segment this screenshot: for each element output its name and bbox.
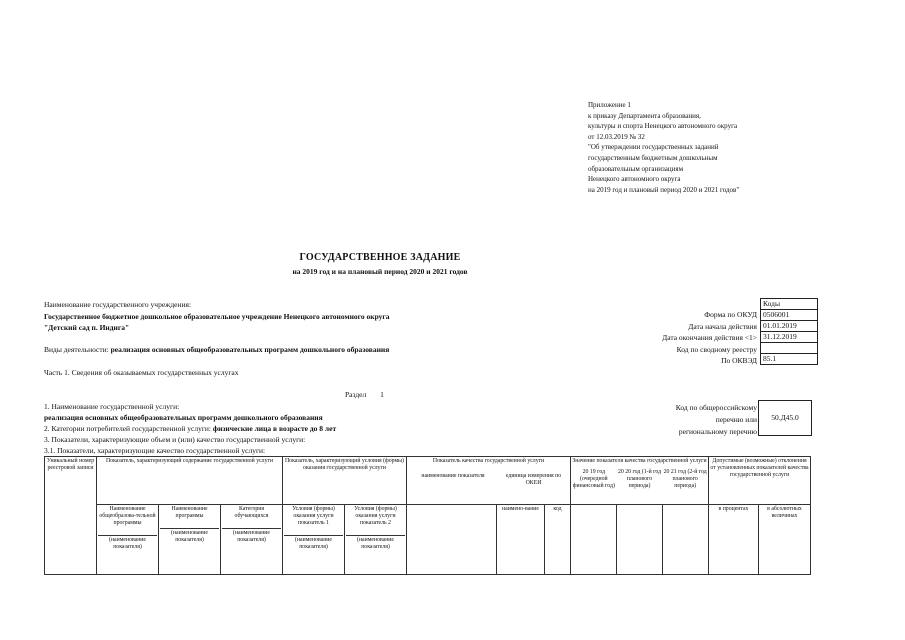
institution-name: Государственное бюджетное дошкольное образовательное учреждение Ненецкого автономного округа xyxy=(44,312,390,321)
col-condition-1-label: Условия (формы) оказания услуги показатель 1 xyxy=(292,506,335,526)
appendix-line: к приказу Департамента образования, xyxy=(588,111,701,120)
col-content: Показатель, характеризующий содержание государственной услуги xyxy=(97,457,283,505)
activity-label: Виды деятельности: xyxy=(44,345,109,354)
indicator-name-caption: (наименование показателя) xyxy=(222,528,281,544)
appendix-line: Приложение 1 xyxy=(588,101,631,109)
appendix-note xyxy=(588,100,898,195)
col-percent: в процентах xyxy=(709,505,759,575)
appendix-line: государственным бюджетным дошкольным xyxy=(588,153,718,162)
cell-year-2021 xyxy=(663,505,709,575)
values-subheaders xyxy=(572,469,707,490)
activity-value: реализация основных общеобразовательных программ дошкольного образования xyxy=(110,345,390,354)
quality-label: 3.1. Показатели, характеризующие качество государственной услуги: xyxy=(44,446,266,455)
quality-subheaders xyxy=(408,473,569,487)
col-year-2020: 20 20 год (1-й год планового периода) xyxy=(617,469,662,489)
codes-header: Коды xyxy=(761,299,818,310)
indicator-name-caption: (наименование показателя) xyxy=(284,535,343,551)
code-start-date: 01.01.2019 xyxy=(761,321,818,332)
institution-label: Наименование государственного учреждения: xyxy=(44,300,192,309)
codes-table xyxy=(760,298,818,365)
appendix-line: "Об утверждении государственных заданий xyxy=(588,143,719,152)
col-unit-name: наимено-вание xyxy=(497,505,545,575)
activity-row xyxy=(44,345,389,354)
section-number: 1 xyxy=(380,390,384,399)
col-program-type xyxy=(97,505,159,575)
code-registry xyxy=(761,343,818,354)
codes-label: Дата начала действия xyxy=(688,321,757,331)
col-absolute: в абсолютных величинах xyxy=(759,505,811,575)
registry-label: Код по общероссийскому xyxy=(675,403,757,412)
col-student-category xyxy=(221,505,283,575)
col-student-category-label: Категория обучающихся xyxy=(234,506,269,519)
document-title: ГОСУДАРСТВЕННОЕ ЗАДАНИЕ xyxy=(299,252,461,263)
appendix-line: от 12.03.2019 № 32 xyxy=(588,132,645,141)
col-values-header: Значение показателя качества государственной услуги xyxy=(572,458,707,464)
code-end-date: 31.12.2019 xyxy=(761,332,818,343)
registry-label: региональному перечню xyxy=(678,427,757,436)
indicator-name-caption: (наименование показателя) xyxy=(98,535,157,551)
appendix-line: образовательным организациям xyxy=(588,164,683,173)
col-unique-number: Уникальный номер реестровой записи xyxy=(45,457,97,575)
service-name-value: реализация основных общеобразовательных программ дошкольного образования xyxy=(44,413,323,422)
document-subtitle: на 2019 год и на плановый период 2020 и 2021 годов xyxy=(292,267,468,276)
cell-indicator-name xyxy=(407,505,497,575)
registry-labels xyxy=(676,402,757,438)
col-values xyxy=(571,457,709,505)
section-heading xyxy=(345,390,384,399)
col-program-name xyxy=(159,505,221,575)
appendix-line: на 2019 год и плановый период 2020 и 2021 годов" xyxy=(588,185,740,194)
code-okud: 0506001 xyxy=(761,310,818,321)
col-conditions: Показатель, характеризующий условия (формы) оказания государственной услуги xyxy=(283,457,407,505)
appendix-line: культуры и спорта Ненецкого автономного округа xyxy=(588,122,738,131)
col-program-type-label: Наименование общеобразова-тельной программы xyxy=(99,506,156,526)
indicator-name-caption: (наименование показателя) xyxy=(346,535,405,551)
col-condition-2 xyxy=(345,505,407,575)
col-program-name-label: Наименование программы xyxy=(171,506,208,519)
codes-label: По ОКВЭД xyxy=(721,356,757,366)
appendix-line: Ненецкого автономного округа xyxy=(588,175,681,184)
col-year-2021: 20 21 год (2-й год планового периода) xyxy=(663,469,707,489)
codes-label: Код по сводному реестру xyxy=(676,344,757,354)
quality-indicators-table xyxy=(44,456,811,575)
codes-label: Форма по ОКУД xyxy=(704,310,757,319)
indicator-name-caption: (наименование показателя) xyxy=(160,528,219,544)
cell-year-2020 xyxy=(617,505,663,575)
indicators-label: 3. Показатели, характеризующие объем и (или) качество государственной услуги: xyxy=(44,435,306,444)
consumers-label: 2. Категории потребителей государственной услуги: xyxy=(44,424,212,433)
col-unit: единица измерения по ОКЕИ xyxy=(505,473,562,486)
registry-code: 50.Д45.0 xyxy=(758,400,812,436)
consumers-value: физические лица в возрасте до 8 лет xyxy=(212,424,337,433)
code-okved: 85.1 xyxy=(761,354,818,365)
part1-title: Часть 1. Сведения об оказываемых государственных услугах xyxy=(44,368,239,377)
registry-label: перечню или xyxy=(715,415,757,424)
section-label: Раздел xyxy=(345,390,367,399)
codes-label: Дата окончания действия <1> xyxy=(662,333,757,343)
service-name-label: 1. Наименование государственной услуги: xyxy=(44,402,180,411)
col-name-indicator: наименование показателя xyxy=(421,473,485,479)
cell-year-2019 xyxy=(571,505,617,575)
col-quality-header: Показатель качества государственной услуги xyxy=(432,458,545,464)
col-deviation: Допустимые (возможные) отклонения от установленных показателей качества государственной услуги xyxy=(709,457,811,505)
col-condition-2-label: Условия (формы) оказания услуги показатель 2 xyxy=(354,506,397,526)
col-quality-indicator xyxy=(407,457,571,505)
institution-name-2: "Детский сад п. Индига" xyxy=(44,323,130,332)
col-unit-code: код xyxy=(545,505,571,575)
col-condition-1 xyxy=(283,505,345,575)
col-year-2019: 20 19 год (очередной финансовый год) xyxy=(572,469,615,489)
consumers-row xyxy=(44,424,336,433)
codes-labels xyxy=(662,309,757,367)
